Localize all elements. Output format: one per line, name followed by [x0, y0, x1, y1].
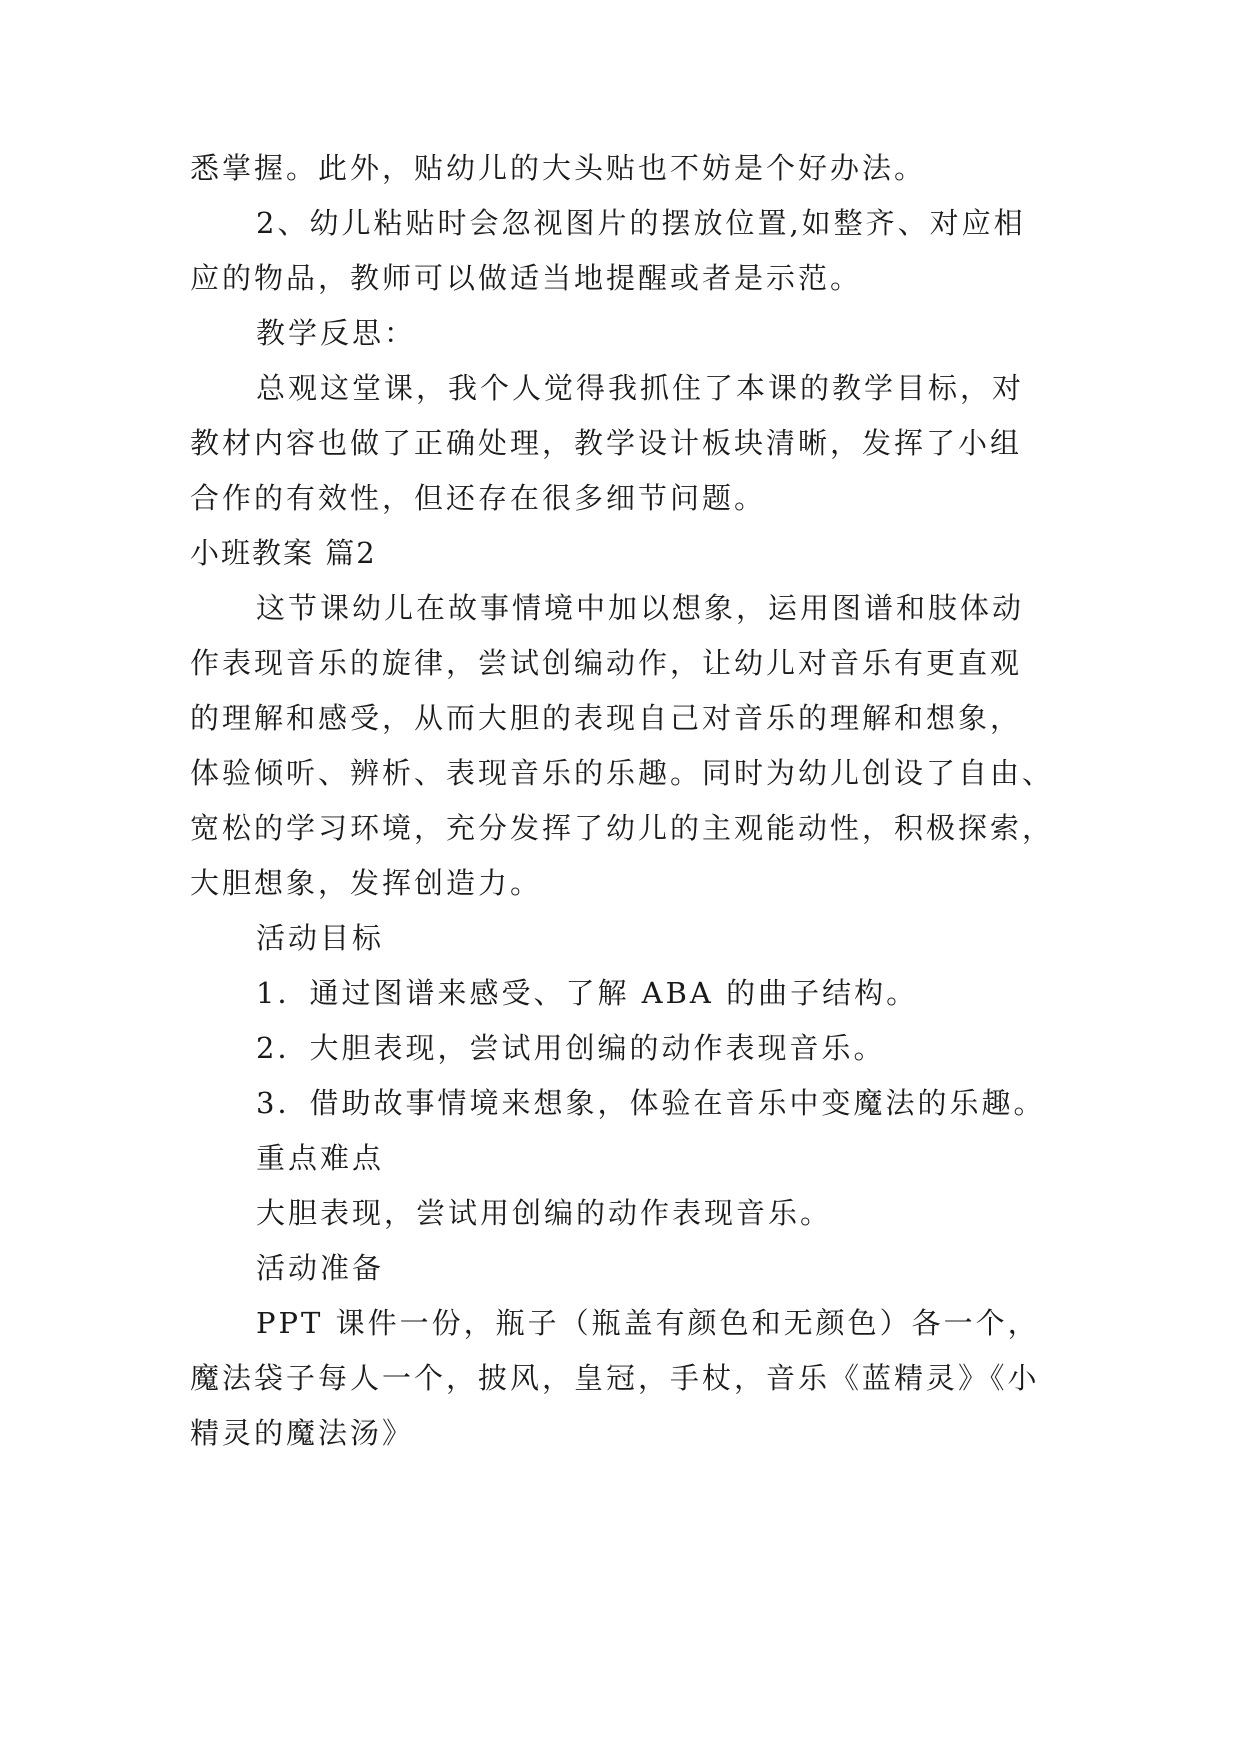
- paragraph-line: 教材内容也做了正确处理，教学设计板块清晰，发挥了小组: [190, 426, 1023, 460]
- paragraph-line: 2、幼儿粘贴时会忽视图片的摆放位置,如整齐、对应相: [256, 206, 1026, 240]
- list-item: 2．大胆表现，尝试用创编的动作表现音乐。: [256, 1031, 886, 1065]
- paragraph-line: 应的物品，教师可以做适当地提醒或者是示范。: [190, 261, 863, 295]
- list-item: 3．借助故事情境来想象，体验在音乐中变魔法的乐趣。: [256, 1086, 1046, 1120]
- list-item: 1．通过图谱来感受、了解 ABA 的曲子结构。: [256, 976, 919, 1010]
- paragraph-line: 魔法袋子每人一个，披风，皇冠，手杖，音乐《蓝精灵》《小: [190, 1361, 1040, 1395]
- paragraph-line: PPT 课件一份，瓶子（瓶盖有颜色和无颜色）各一个，: [256, 1306, 1040, 1340]
- section-heading: 活动目标: [256, 921, 385, 955]
- paragraph-line: 大胆想象，发挥创造力。: [190, 866, 543, 900]
- paragraph-line: 作表现音乐的旋律，尝试创编动作，让幼儿对音乐有更直观: [190, 646, 1023, 680]
- paragraph-line: 体验倾听、辨析、表现音乐的乐趣。同时为幼儿创设了自由、: [190, 756, 1055, 790]
- paragraph-line: 悉掌握。此外，贴幼儿的大头贴也不妨是个好办法。: [190, 151, 927, 185]
- paragraph-line: 总观这堂课，我个人觉得我抓住了本课的教学目标，对: [256, 371, 1025, 405]
- paragraph-line: 大胆表现，尝试用创编的动作表现音乐。: [256, 1196, 833, 1230]
- paragraph-line: 合作的有效性，但还存在很多细节问题。: [190, 481, 767, 515]
- article-title: 小班教案 篇2: [190, 536, 377, 570]
- section-heading: 活动准备: [256, 1251, 385, 1285]
- paragraph-line: 的理解和感受，从而大胆的表现自己对音乐的理解和想象，: [190, 701, 1023, 735]
- paragraph-line: 这节课幼儿在故事情境中加以想象，运用图谱和肢体动: [256, 591, 1025, 625]
- section-heading: 教学反思：: [256, 316, 417, 350]
- paragraph-line: 精灵的魔法汤》: [190, 1416, 415, 1450]
- paragraph-line: 宽松的学习环境，充分发挥了幼儿的主观能动性，积极探索，: [190, 811, 1055, 845]
- section-heading: 重点难点: [256, 1141, 385, 1175]
